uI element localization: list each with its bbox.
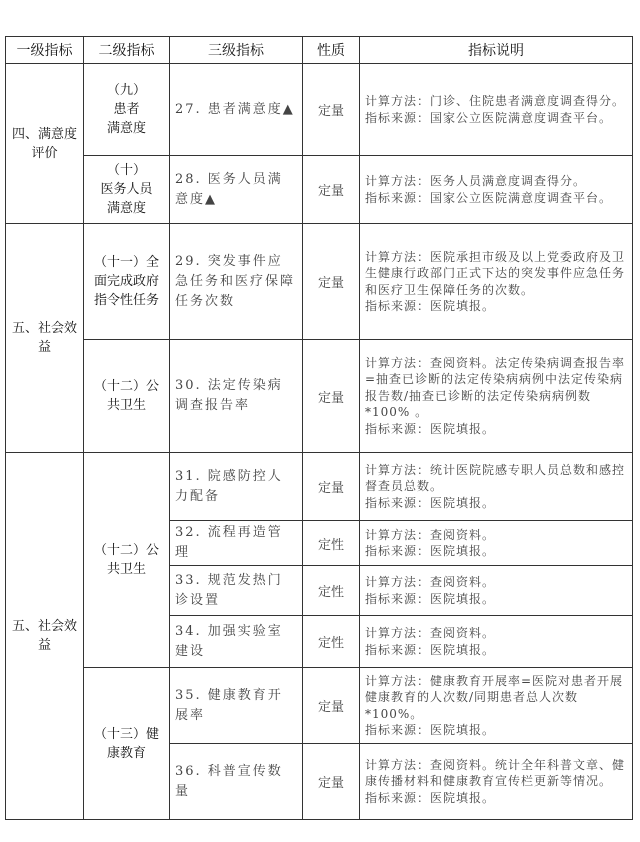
level3-cell: 31. 院感防控人力配备 (170, 453, 303, 521)
table-row (6, 453, 633, 521)
kind-cell: 定量 (303, 224, 360, 340)
level3-cell: 34. 加强实验室建设 (170, 616, 303, 668)
level2-cell: （十一）全面完成政府指令性任务 (84, 224, 170, 340)
level2-cell: （十二）公共卫生 (84, 340, 170, 453)
description-cell: 计算方法：查阅资料。 指标来源：医院填报。 (360, 521, 633, 566)
level3-cell: 32. 流程再造管理 (170, 521, 303, 566)
description-cell: 计算方法：健康教育开展率=医院对患者开展健康教育的人次数/同期患者总人次数*100%。 指标来源：医院填报。 (360, 668, 633, 744)
kind-cell: 定量 (303, 64, 360, 156)
table-row (6, 156, 633, 224)
level2-cell: （十） 医务人员 满意度 (84, 156, 170, 224)
level3-cell: 29. 突发事件应急任务和医疗保障任务次数 (170, 224, 303, 340)
header-level1: 一级指标 (6, 37, 84, 64)
table-row (6, 668, 633, 744)
description-cell: 计算方法：查阅资料。统计全年科普文章、健康传播材料和健康教育宣传栏更新等情况。 指标来源：医院填报。 (360, 744, 633, 820)
description-cell: 计算方法：门诊、住院患者满意度调查得分。 指标来源：国家公立医院满意度调查平台。 (360, 64, 633, 156)
level3-cell: 28. 医务人员满意度▲ (170, 156, 303, 224)
description-cell: 计算方法：查阅资料。法定传染病调查报告率=抽查已诊断的法定传染病病例中法定传染病报告数/抽查已诊断的法定传染病病例数*100% 。 指标来源：医院填报。 (360, 340, 633, 453)
kind-cell: 定性 (303, 521, 360, 566)
level3-cell: 30. 法定传染病调查报告率 (170, 340, 303, 453)
kind-cell: 定性 (303, 616, 360, 668)
level2-cell: （十三）健康教育 (84, 668, 170, 820)
table-row (6, 340, 633, 453)
table-header-row (6, 37, 633, 64)
level1-cell: 四、满意度评价 (6, 64, 84, 224)
level1-cell: 五、社会效益 (6, 453, 84, 820)
kind-cell: 定量 (303, 744, 360, 820)
description-cell: 计算方法：统计医院院感专职人员总数和感控督查员总数。 指标来源：医院填报。 (360, 453, 633, 521)
header-description: 指标说明 (360, 37, 633, 64)
header-level3: 三级指标 (170, 37, 303, 64)
kind-cell: 定量 (303, 453, 360, 521)
description-cell: 计算方法：查阅资料。 指标来源：医院填报。 (360, 616, 633, 668)
kind-cell: 定量 (303, 668, 360, 744)
table-row (6, 64, 633, 156)
description-cell: 计算方法：医务人员满意度调查得分。 指标来源：国家公立医院满意度调查平台。 (360, 156, 633, 224)
level1-cell: 五、社会效益 (6, 224, 84, 453)
kind-cell: 定量 (303, 156, 360, 224)
level3-cell: 33. 规范发热门诊设置 (170, 566, 303, 616)
kind-cell: 定量 (303, 340, 360, 453)
table-row (6, 224, 633, 340)
level3-cell: 35. 健康教育开展率 (170, 668, 303, 744)
indicator-table (5, 36, 633, 820)
level3-cell: 36. 科普宣传数量 (170, 744, 303, 820)
header-level2: 二级指标 (84, 37, 170, 64)
level3-cell: 27. 患者满意度▲ (170, 64, 303, 156)
kind-cell: 定性 (303, 566, 360, 616)
level2-cell: （九） 患者 满意度 (84, 64, 170, 156)
description-cell: 计算方法：查阅资料。 指标来源：医院填报。 (360, 566, 633, 616)
header-kind: 性质 (303, 37, 360, 64)
description-cell: 计算方法：医院承担市级及以上党委政府及卫生健康行政部门正式下达的突发事件应急任务和医疗卫生保障任务的次数。 指标来源：医院填报。 (360, 224, 633, 340)
level2-cell: （十二）公共卫生 (84, 453, 170, 668)
